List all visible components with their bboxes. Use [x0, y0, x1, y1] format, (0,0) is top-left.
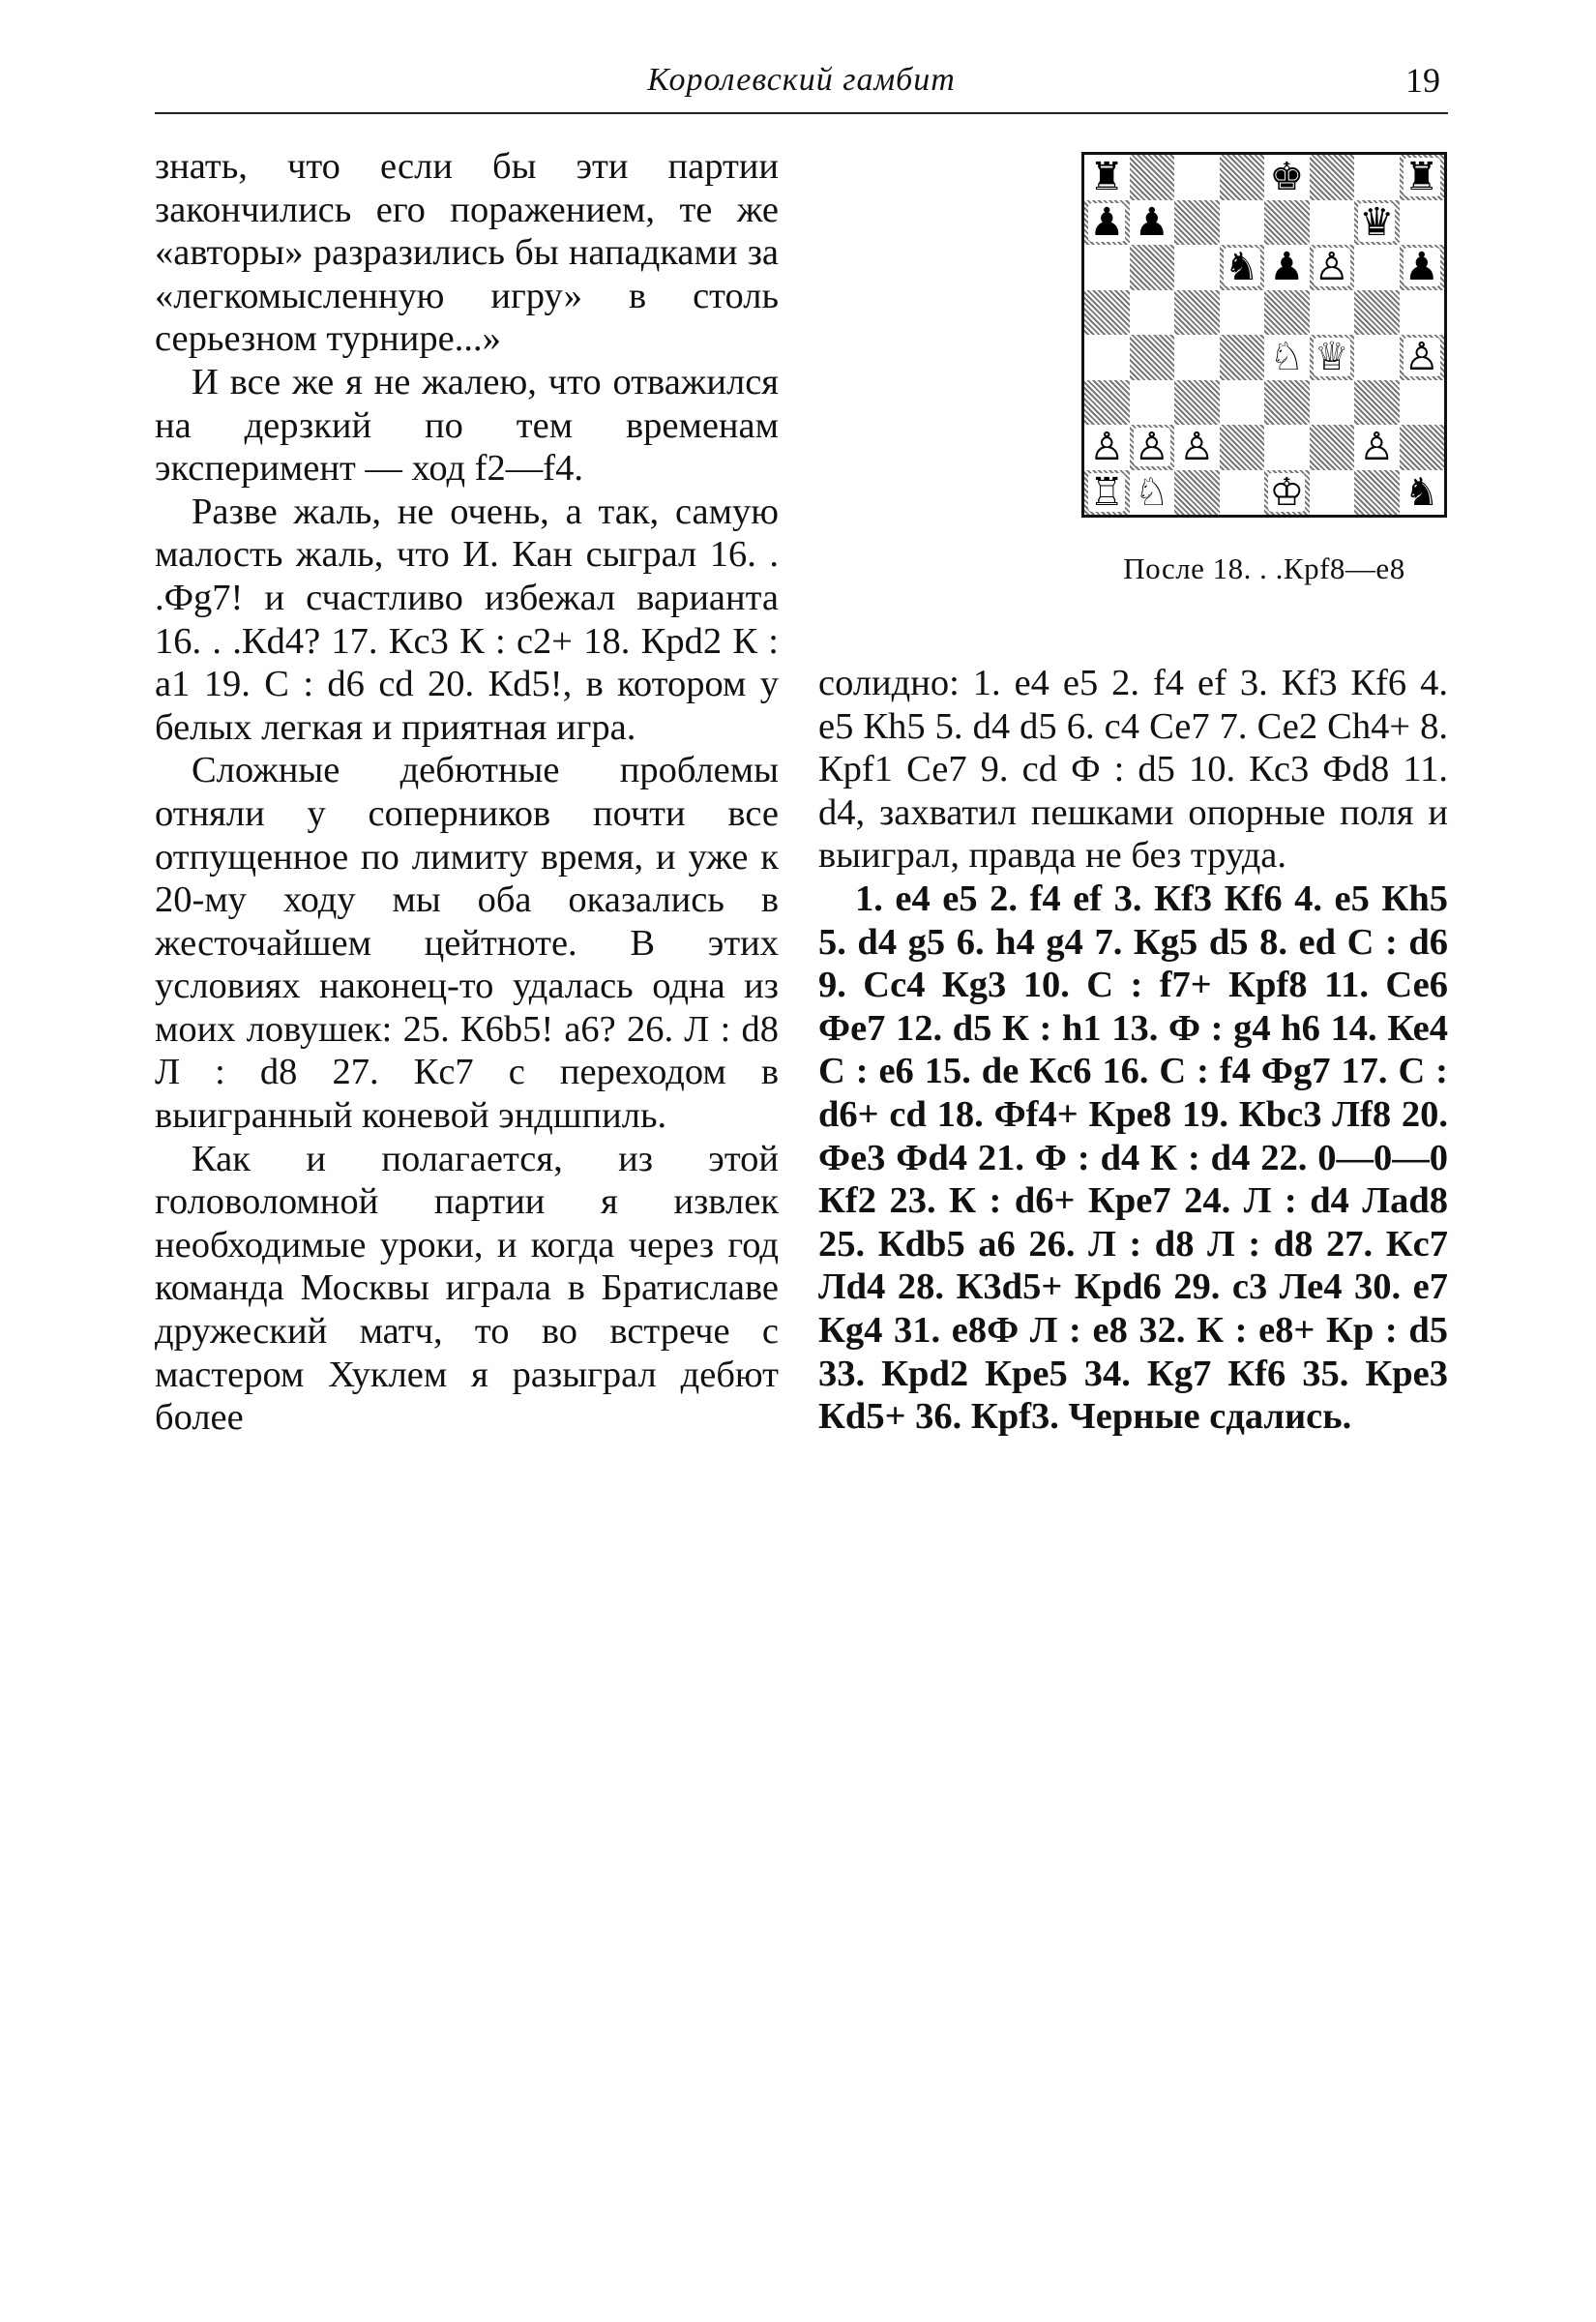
page-header: [155, 54, 1448, 114]
square-b4: [1130, 335, 1175, 380]
square-g4: [1354, 335, 1400, 380]
square-f5: [1310, 290, 1355, 336]
chess-piece-icon: ♟: [1134, 199, 1169, 245]
square-b3: [1130, 380, 1175, 426]
paragraph: Сложные дебютные проблемы отняли у соперников почти все отпущенное по лимиту время, и уже к 20-му ходу мы оба оказались в жесточайшем цейтноте. В этих условиях наконец-то удалась одна из моих ловушек: 25. К6b5! а6? 26. Л : d8 Л : d8 27. Кc7 с переходом в выигранный коневой эндшпиль.: [155, 750, 779, 1137]
square-d8: [1220, 155, 1265, 200]
square-f7: [1310, 200, 1355, 246]
square-e1: [1264, 470, 1310, 516]
square-c4: [1174, 335, 1220, 380]
square-b5: [1130, 290, 1175, 336]
chess-piece-icon: ♞: [1404, 469, 1439, 515]
square-a3: [1084, 380, 1130, 426]
square-a2: [1084, 425, 1130, 470]
square-f3: [1310, 380, 1355, 426]
square-c6: [1174, 245, 1220, 290]
square-c7: [1174, 200, 1220, 246]
square-h8: [1400, 155, 1445, 200]
chess-piece-icon: ♟: [1089, 199, 1125, 245]
square-a8: [1084, 155, 1130, 200]
square-c2: [1174, 425, 1220, 470]
square-d6: [1220, 245, 1265, 290]
square-g2: [1354, 425, 1400, 470]
square-e2: [1264, 425, 1310, 470]
chess-piece-icon: ♕: [1314, 335, 1349, 380]
chess-piece-icon: ♞: [1224, 245, 1259, 290]
square-e3: [1264, 380, 1310, 426]
chess-piece-icon: ♘: [1134, 469, 1169, 515]
square-f1: [1310, 470, 1355, 516]
square-a7: [1084, 200, 1130, 246]
diagram-caption: После 18. . .Крf8—e8: [1123, 551, 1405, 585]
game-moves: 1. e4 e5 2. f4 ef 3. Кf3 Кf6 4. e5 Кh5 5. d4 g5 6. h4 g4 7. Кg5 d5 8. ed С : d6 9. Сc4 Кg3 10. С : f7+ Крf8 11. Се6 Фе7 12. d5 К : h1 13. Ф : g4 h6 14. Ке4 С : е6 15. de Кc6 16. С : f4 Фg7 17. С : d6+ cd 18. Фf4+ Кре8 19. Кbc3 Лf8 20. Фе3 Фd4 21. Ф : d4 К : d4 22. 0—0—0 Кf2 23. К : d6+ Кре7 24. Л : d4 Лad8 25. Кdb5 a6 26. Л : d8 Л : d8 27. Кc7 Лd4 28. К3d5+ Крd6 29. c3 Ле4 30. е7 Кg4 31. е8Ф Л : е8 32. К : е8+ Кр : d5 33. Крd2 Кре5 34. Кg7 Кf6 35. Кре3 Кd5+ 36. Крf3. Черные сдались.: [818, 878, 1448, 1438]
square-g1: [1354, 470, 1400, 516]
chess-piece-icon: ♙: [1179, 425, 1215, 470]
square-d7: [1220, 200, 1265, 246]
square-e7: [1264, 200, 1310, 246]
square-b6: [1130, 245, 1175, 290]
square-f2: [1310, 425, 1355, 470]
chess-piece-icon: ♘: [1269, 335, 1305, 380]
square-c3: [1174, 380, 1220, 426]
square-d3: [1220, 380, 1265, 426]
square-d4: [1220, 335, 1265, 380]
running-title: Королевский гамбит: [647, 62, 956, 98]
square-h1: [1400, 470, 1445, 516]
chess-piece-icon: ♖: [1089, 469, 1125, 515]
square-f6: [1310, 245, 1355, 290]
chess-piece-icon: ♜: [1089, 155, 1125, 200]
square-a5: [1084, 290, 1130, 336]
square-h3: [1400, 380, 1445, 426]
square-h7: [1400, 200, 1445, 246]
square-h4: [1400, 335, 1445, 380]
chess-piece-icon: ♙: [1314, 245, 1349, 290]
square-e4: [1264, 335, 1310, 380]
square-b2: [1130, 425, 1175, 470]
chess-piece-icon: ♚: [1269, 155, 1305, 200]
square-g7: [1354, 200, 1400, 246]
paragraph: И все же я не жалею, что отважился на дерзкий по тем временам эксперимент — ход f2—f4.: [155, 361, 779, 490]
square-a1: [1084, 470, 1130, 516]
square-h2: [1400, 425, 1445, 470]
chess-piece-icon: ♟: [1404, 245, 1439, 290]
square-d1: [1220, 470, 1265, 516]
square-g6: [1354, 245, 1400, 290]
square-g5: [1354, 290, 1400, 336]
paragraph: знать, что если бы эти партии закончились его поражением, те же «авторы» разразились бы нападками за «легкомысленную игру» в столь серьезном турнире...»: [155, 146, 779, 360]
square-a6: [1084, 245, 1130, 290]
square-f8: [1310, 155, 1355, 200]
chess-piece-icon: ♟: [1269, 245, 1305, 290]
square-d2: [1220, 425, 1265, 470]
chess-piece-icon: ♙: [1359, 425, 1395, 470]
chess-piece-icon: ♙: [1134, 425, 1169, 470]
square-b8: [1130, 155, 1175, 200]
square-f4: [1310, 335, 1355, 380]
paragraph: Как и полагается, из этой головоломной партии я извлек необходимые уроки, и когда через год команда Москвы играла в Братиславе дружеский матч, то во встрече с мастером Хуклем я разыграл дебют более: [155, 1138, 779, 1439]
square-e8: [1264, 155, 1310, 200]
square-c1: [1174, 470, 1220, 516]
square-b7: [1130, 200, 1175, 246]
square-g8: [1354, 155, 1400, 200]
square-e6: [1264, 245, 1310, 290]
square-c8: [1174, 155, 1220, 200]
chess-piece-icon: ♜: [1404, 155, 1439, 200]
page-number: 19: [1405, 61, 1440, 100]
square-c5: [1174, 290, 1220, 336]
paragraph: солидно: 1. e4 e5 2. f4 ef 3. Кf3 Кf6 4. e5 Кh5 5. d4 d5 6. c4 Се7 7. Се2 Сh4+ 8. Крf1 Се7 9. cd Ф : d5 10. Кc3 Фd8 11. d4, захватил пешками опорные поля и выиграл, правда не без труда.: [818, 663, 1448, 877]
chess-diagram: [1081, 152, 1447, 518]
right-column: [818, 662, 1448, 1439]
chess-piece-icon: ♙: [1089, 425, 1125, 470]
chess-piece-icon: ♔: [1269, 469, 1305, 515]
square-e5: [1264, 290, 1310, 336]
chess-piece-icon: ♙: [1404, 335, 1439, 380]
square-g3: [1354, 380, 1400, 426]
chess-piece-icon: ♛: [1359, 199, 1395, 245]
chess-board: [1084, 155, 1444, 515]
paragraph: Разве жаль, не очень, а так, самую малость жаль, что И. Кан сыграл 16. . .Фg7! и счастливо избежал варианта 16. . .Кd4? 17. Кc3 К : c2+ 18. Крd2 К : a1 19. С : d6 cd 20. Кd5!, в котором у белых легкая и приятная игра.: [155, 491, 779, 748]
left-column: [155, 145, 779, 1440]
square-a4: [1084, 335, 1130, 380]
square-d5: [1220, 290, 1265, 336]
square-h5: [1400, 290, 1445, 336]
square-b1: [1130, 470, 1175, 516]
square-h6: [1400, 245, 1445, 290]
